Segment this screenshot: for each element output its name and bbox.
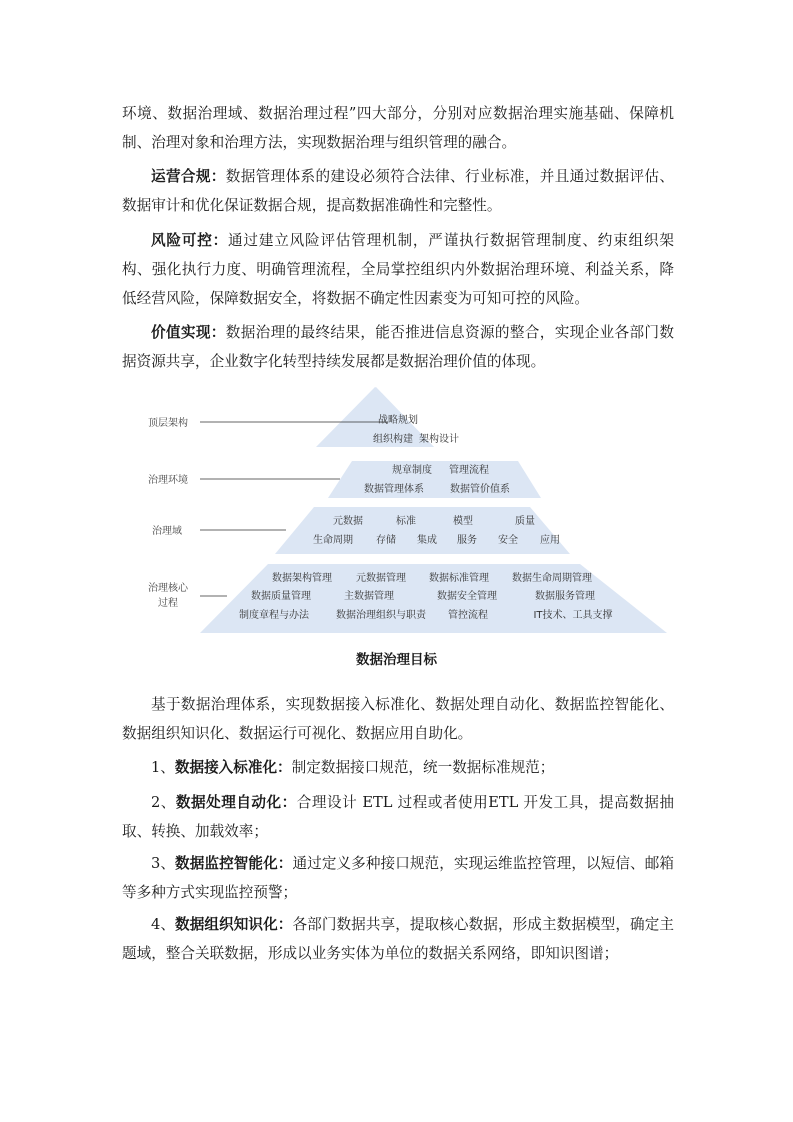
term-monitoring: 数据监控智能化： (175, 855, 293, 872)
list-item-3: 3、数据监控智能化：通过定义多种接口规范，实现运维监控管理，以短信、邮箱等多种方式实现监控预警； (122, 855, 674, 901)
tier2-item: 管理流程 (449, 465, 489, 476)
tier4-item: 主数据管理 (344, 591, 394, 602)
tier4-item: 数据治理组织与职责 (336, 610, 426, 621)
level-label-core-2: 过程 (158, 598, 178, 609)
level-label-env: 治理环境 (148, 475, 188, 486)
tier3-item: 质量 (515, 516, 535, 527)
tier3-item: 生命周期 (313, 535, 353, 546)
tier3-item: 应用 (540, 535, 560, 546)
tier1-item: 战略规划 (378, 415, 418, 426)
tier4-item: 管控流程 (448, 610, 488, 621)
tier4-item: IT技术、工具支撑 (533, 610, 613, 621)
tier3-item: 元数据 (333, 516, 363, 527)
paragraph-risk: 风险可控：通过建立风险评估管理机制，严谨执行数据管理制度、约束组织架构、强化执行力度、明确管理流程，全局掌控组织内外数据治理环境、利益关系，降低经营风险，保障数据安全，将数据不确定性因素变为可知可控的风险。 (122, 232, 674, 307)
tier4-item: 制度章程与办法 (239, 610, 309, 621)
tier2-item: 规章制度 (392, 465, 432, 476)
figure-caption: 数据治理目标 (356, 652, 437, 668)
tier3-item: 服务 (457, 535, 477, 546)
term-knowledge: 数据组织知识化： (175, 916, 293, 933)
paragraph-value: 价值实现：数据治理的最终结果，能否推进信息资源的整合，实现企业各部门数据资源共享，企业数字化转型持续发展都是数据治理价值的体现。 (122, 324, 674, 370)
tier3-item: 集成 (417, 535, 437, 546)
tier4-item: 数据质量管理 (251, 591, 311, 602)
tier3-item: 模型 (453, 516, 473, 527)
tier4-item: 数据安全管理 (437, 591, 497, 602)
tier1-item: 组织构建 (373, 434, 413, 445)
term-risk: 风险可控： (151, 232, 229, 249)
pyramid-tier-3 (275, 507, 570, 554)
term-value: 价值实现： (151, 324, 226, 341)
tier2-item: 数据管理体系 (364, 484, 424, 495)
level-label-core-1: 治理核心 (148, 583, 188, 594)
tier4-item: 元数据管理 (356, 573, 406, 584)
tier4-item: 数据生命周期管理 (512, 573, 592, 584)
tier4-item: 数据标准管理 (429, 573, 489, 584)
tier4-item: 数据架构管理 (272, 573, 332, 584)
tier2-item: 数据管价值系 (450, 484, 510, 495)
list-item-2: 2、数据处理自动化：合理设计 ETL 过程或者使用ETL 开发工具，提高数据抽取、转换、加载效率； (122, 794, 674, 840)
tier1-item: 架构设计 (419, 434, 459, 445)
level-label-top: 顶层架构 (148, 418, 188, 429)
tier3-item: 存储 (376, 535, 396, 546)
tier3-item: 安全 (498, 535, 518, 546)
term-compliance: 运营合规： (151, 168, 226, 185)
data-governance-pyramid (130, 385, 670, 635)
list-item-4: 4、数据组织知识化：各部门数据共享，提取核心数据，形成主数据模型，确定主题域，整合关联数据，形成以业务实体为单位的数据关系网络，即知识图谱； (122, 916, 674, 962)
tier3-item: 标准 (396, 516, 416, 527)
paragraph-compliance: 运营合规：数据管理体系的建设必须符合法律、行业标准，并且通过数据评估、数据审计和优化保证数据合规，提高数据准确性和完整性。 (122, 168, 674, 214)
level-label-domain: 治理域 (152, 526, 182, 537)
list-item-1: 1、数据接入标准化：制定数据接口规范，统一数据标准规范； (151, 759, 555, 776)
term-access: 数据接入标准化： (174, 759, 292, 776)
paragraph-goals: 基于数据治理体系，实现数据接入标准化、数据处理自动化、数据监控智能化、数据组织知识化、数据运行可视化、数据应用自助化。 (122, 696, 674, 742)
term-processing: 数据处理自动化： (175, 794, 297, 811)
tier4-item: 数据服务管理 (535, 591, 595, 602)
paragraph-intro: 环境、数据治理域、数据治理过程”四大部分，分别对应数据治理实施基础、保障机制、治理对象和治理方法，实现数据治理与组织管理的融合。 (122, 105, 674, 151)
